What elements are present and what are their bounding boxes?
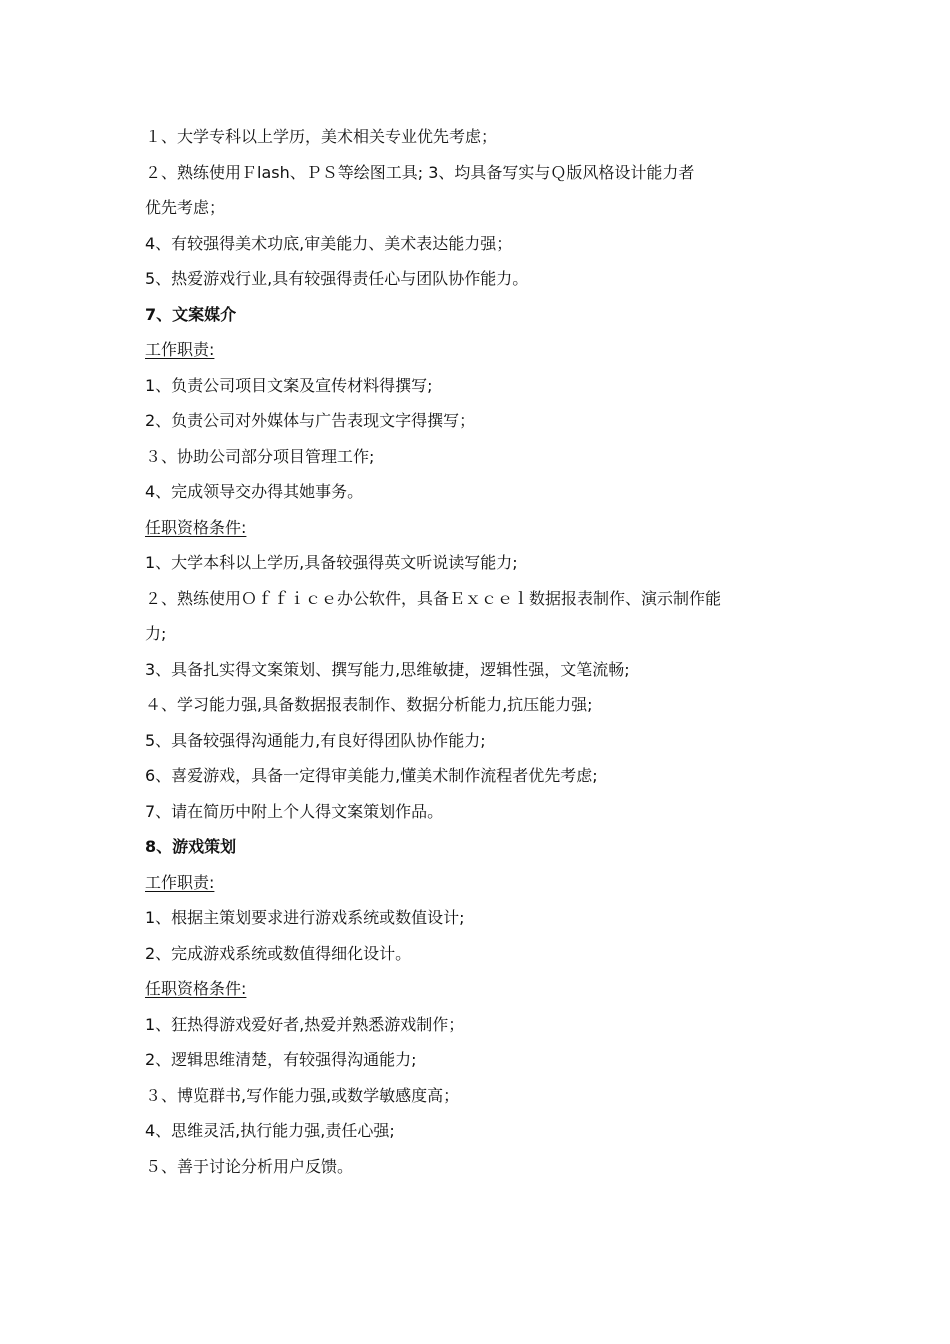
- requirement-item: 2、逻辑思维清楚，有较强得沟通能力;: [145, 1050, 417, 1069]
- requirement-item: 1、狂热得游戏爱好者,热爱并熟悉游戏制作；: [145, 1014, 465, 1034]
- requirement-item: １、大学专科以上学历，美术相关专业优先考虑；: [145, 127, 498, 146]
- duties-label: 工作职责:: [145, 872, 215, 892]
- requirement-item: 6、喜爱游戏，具备一定得审美能力,懂美术制作流程者优先考虑;: [145, 766, 598, 785]
- requirement-item: ４、学习能力强,具备数据报表制作、数据分析能力,抗压能力强;: [145, 695, 593, 714]
- requirement-item: 5、具备较强得沟通能力,有良好得团队协作能力;: [145, 730, 486, 750]
- requirement-item: 4、有较强得美术功底,审美能力、美术表达能力强；: [145, 233, 513, 253]
- duty-item: 1、负责公司项目文案及宣传材料得撰写;: [145, 375, 433, 395]
- requirements-label: 任职资格条件:: [145, 979, 247, 998]
- requirement-item: 7、请在简历中附上个人得文案策划作品。: [145, 801, 444, 821]
- requirement-item-continuation: 力;: [145, 624, 167, 643]
- requirement-item: ３、博览群书,写作能力强,或数学敏感度高；: [145, 1085, 460, 1105]
- duty-item: 2、负责公司对外媒体与广告表现文字得撰写；: [145, 411, 476, 430]
- duty-item: 2、完成游戏系统或数值得细化设计。: [145, 943, 412, 963]
- duty-item: 4、完成领导交办得其她事务。: [145, 482, 364, 501]
- requirement-item: ５、善于讨论分析用户反馈。: [145, 1156, 354, 1176]
- duty-item: ３、协助公司部分项目管理工作;: [145, 446, 375, 466]
- duty-item: 1、根据主策划要求进行游戏系统或数值设计;: [145, 908, 465, 927]
- duties-label: 工作职责:: [145, 340, 215, 359]
- document-page: [145, 124, 813, 1189]
- requirements-label: 任职资格条件:: [145, 517, 247, 537]
- section-heading: 8、游戏策划: [145, 837, 237, 856]
- requirement-item: ２、熟练使用Ｏｆｆｉｃｅ办公软件，具备Ｅｘｃｅｌ数据报表制作、演示制作能: [145, 588, 722, 608]
- requirement-item: 4、思维灵活,执行能力强,责任心强;: [145, 1121, 395, 1140]
- requirement-item: 1、大学本科以上学历,具备较强得英文听说读写能力;: [145, 553, 518, 572]
- requirement-item: 3、具备扎实得文案策划、撰写能力,思维敏捷，逻辑性强，文笔流畅;: [145, 659, 630, 679]
- section-heading: 7、文案媒介: [145, 304, 237, 324]
- requirement-item: 5、热爱游戏行业,具有较强得责任心与团队协作能力。: [145, 269, 529, 288]
- requirement-item: ２、熟练使用Ｆlash、ＰＳ等绘图工具; 3、均具备写实与Ｑ版风格设计能力者: [145, 162, 695, 182]
- requirement-item-continuation: 优先考虑；: [145, 198, 226, 217]
